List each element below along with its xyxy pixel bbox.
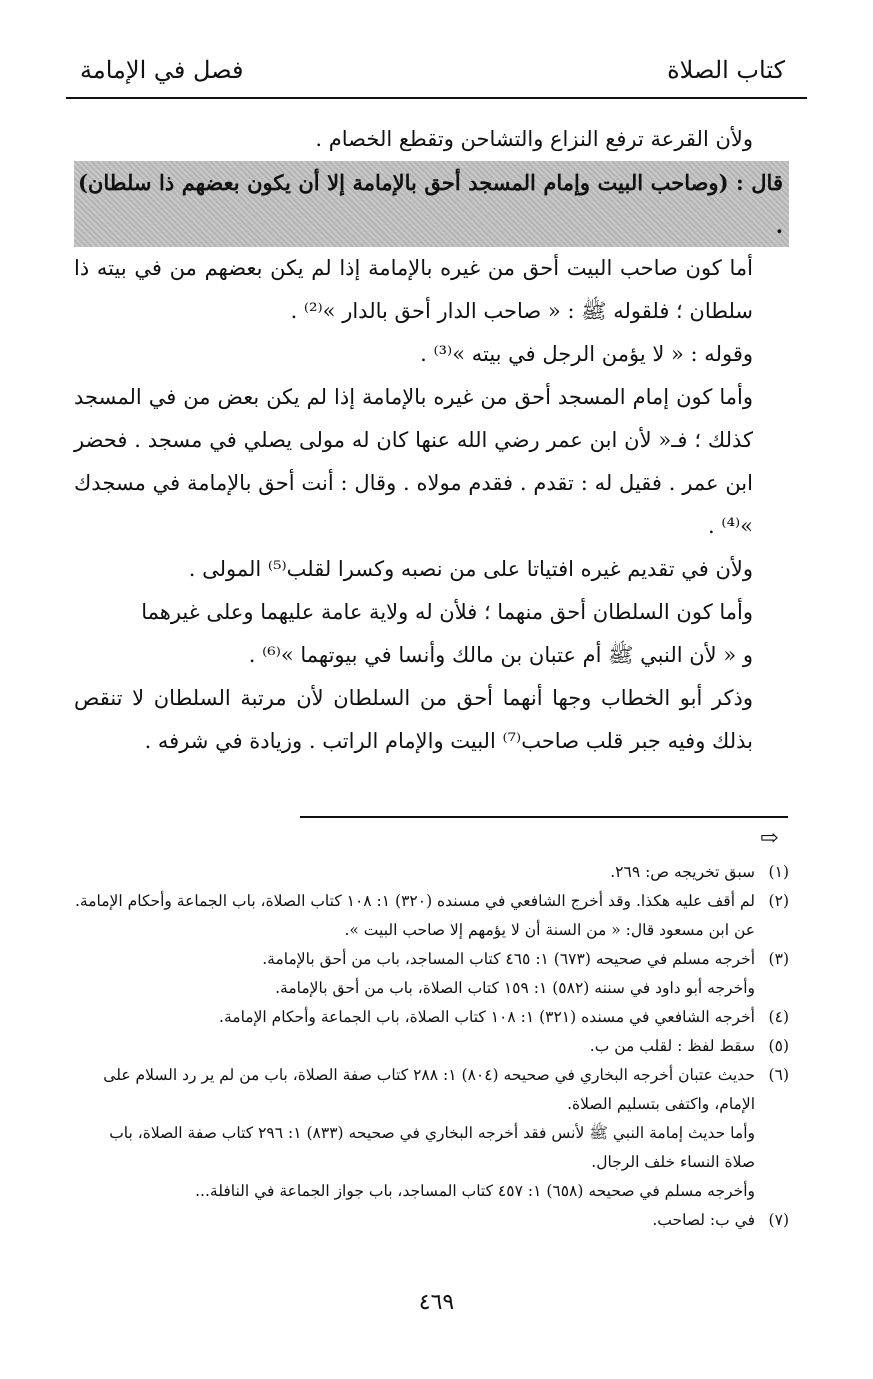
footnote-number: (٢): [768, 892, 789, 910]
footnote: [74, 1061, 789, 1206]
footnote-number: (٦): [768, 1066, 789, 1084]
paragraph-5: وأما كون إمام المسجد أحق من غيره بالإمامة إذا لم يكن بعض من في المسجد كذلك ؛ فـ« لأن ابن عمر رضي الله عنها كان له مولى يصلي في مسجد . فحضر ابن عمر . فقيل له : تقدم . فقدم مولاه . وقال : أنت أحق بالإمامة في مسجدك »⁽⁴⁾ .: [74, 385, 753, 538]
footnote: [74, 1003, 789, 1032]
footnote-text: وأخرجه أبو داود في سننه (٥٨٢) ١: ١٥٩ كتاب الصلاة، باب من أحق بالإمامة.: [275, 979, 755, 997]
highlighted-matn: قال : (وصاحب البيت وإمام المسجد أحق بالإمامة إلا أن يكون بعضهم ذا سلطان) .: [74, 161, 789, 247]
footnote-text: سبق تخريجه ص: ٢٦٩.: [610, 863, 755, 881]
footnote-divider: [300, 816, 788, 818]
footnote-number: (١): [768, 863, 789, 881]
paragraph-1: ولأن القرعة ترفع النزاع والتشاحن وتقطع الخصام .: [315, 127, 753, 151]
footnote-number: (٥): [768, 1037, 789, 1055]
footnote-number: (٧): [768, 1211, 789, 1229]
chapter-title: كتاب الصلاة: [667, 56, 785, 84]
main-text: [74, 118, 789, 763]
footnote: [74, 858, 789, 887]
continuation-arrow-icon: ⇨: [760, 826, 779, 851]
footnote: [74, 887, 789, 945]
footnotes: [74, 858, 789, 1235]
footnote-text: وأخرجه مسلم في صحيحه (٦٥٨) ١: ٤٥٧ كتاب المساجد، باب جواز الجماعة في النافلة...: [195, 1182, 755, 1200]
footnote-text: في ب: لصاحب.: [652, 1211, 755, 1229]
paragraph-3: أما كون صاحب البيت أحق من غيره بالإمامة إذا لم يكن بعضهم من في بيته ذا سلطان ؛ فلقوله ﷺ : « صاحب الدار أحق بالدار »⁽²⁾ .: [74, 256, 753, 323]
footnote-number: (٣): [768, 950, 789, 968]
page-number: ٤٦٩: [418, 1290, 455, 1315]
footnote-text: أخرجه الشافعي في مسنده (٣٢١) ١: ١٠٨ كتاب الصلاة، باب الجماعة وأحكام الإمامة.: [219, 1008, 755, 1026]
footnote-text: وأما حديث إمامة النبي ﷺ لأنس فقد أخرجه البخاري في صحيحه (٨٣٣) ١: ٢٩٦ كتاب صفة الصلاة، باب صلاة النساء خلف الرجال.: [109, 1124, 755, 1171]
footnote-number: (٤): [768, 1008, 789, 1026]
section-title: فصل في الإمامة: [80, 56, 244, 84]
footnote-text: أخرجه مسلم في صحيحه (٦٧٣) ١: ٤٦٥ كتاب المساجد، باب من أحق بالإمامة.: [262, 950, 755, 968]
footnote: [74, 945, 789, 1003]
paragraph-9: وذكر أبو الخطاب وجها أنهما أحق من السلطان لأن مرتبة السلطان لا تنقص بذلك وفيه جبر قلب صاحب⁽⁷⁾ البيت والإمام الراتب . وزيادة في شرفه .: [74, 686, 753, 753]
paragraph-7: وأما كون السلطان أحق منهما ؛ فلأن له ولاية عامة عليهما وعلى غيرهما: [141, 600, 753, 624]
footnote-text: لم أقف عليه هكذا. وقد أخرج الشافعي في مسنده (٣٢٠) ١: ١٠٨ كتاب الصلاة، باب الجماعة وأحكام الإمامة. عن ابن مسعود قال: « من السنة أن لا يؤمهم إلا صاحب البيت ».: [74, 892, 755, 939]
footnote-text: سقط لفظ : لقلب من ب.: [589, 1037, 755, 1055]
footnote-text: حديث عتبان أخرجه البخاري في صحيحه (٨٠٤) ١: ٢٨٨ كتاب صفة الصلاة، باب من لم ير رد السلام على الإمام، واكتفى بتسليم الصلاة.: [103, 1066, 755, 1113]
header-divider: [66, 97, 807, 99]
footnote: [74, 1206, 789, 1235]
paragraph-6: ولأن في تقديم غيره افتياتا على من نصبه وكسرا لقلب⁽⁵⁾ المولى .: [188, 557, 753, 581]
paragraph-4: وقوله : « لا يؤمن الرجل في بيته »⁽³⁾ .: [420, 342, 753, 366]
paragraph-8: و « لأن النبي ﷺ أم عتبان بن مالك وأنسا في بيوتهما »⁽⁶⁾ .: [248, 643, 753, 667]
running-header: [66, 52, 807, 92]
footnote: [74, 1032, 789, 1061]
